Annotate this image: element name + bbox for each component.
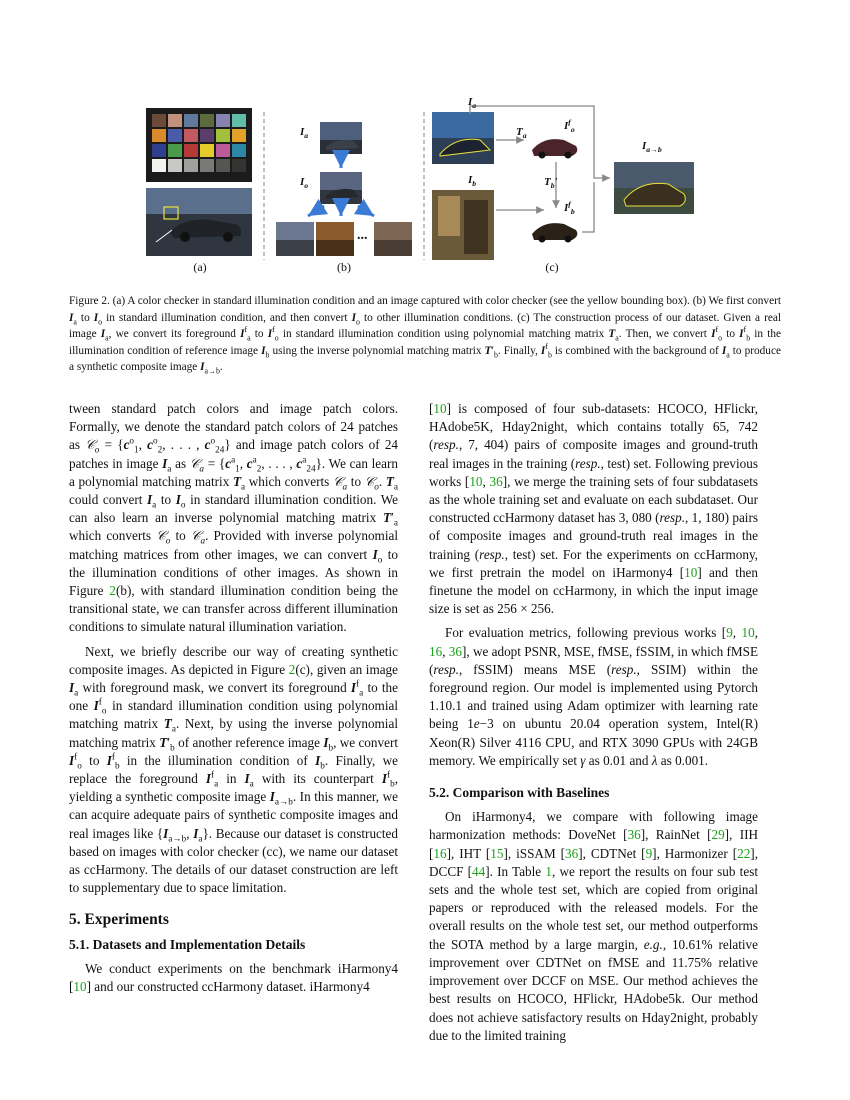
panel-b-label: (b) xyxy=(337,260,351,274)
panel-c-image-a xyxy=(432,112,494,164)
c-label-Ibf: $I^f_b$ xyxy=(564,199,575,217)
right-column xyxy=(429,400,758,1045)
b-label-Io: $I_o$ xyxy=(300,176,309,191)
color-checker-image xyxy=(146,108,252,182)
subsection-heading-datasets: 5.1. Datasets and Implementation Details xyxy=(69,936,306,952)
paragraph: We conduct experiments on the benchmark iHarmony4 [10] and our constructed ccHarmony dataset. iHarmony4 xyxy=(69,960,398,995)
left-column xyxy=(69,400,398,996)
figure-2 xyxy=(140,92,760,274)
panel-b-source-image xyxy=(320,122,362,154)
panel-a-label: (a) xyxy=(193,260,207,274)
c-label-Iab: $I_{a\to b}$ xyxy=(642,140,662,155)
panel-c-composite xyxy=(614,162,694,214)
street-photo-with-checker xyxy=(146,188,252,256)
c-label-Ia: $I_a$ xyxy=(468,96,477,111)
subsection-heading-comparison: 5.2. Comparison with Baselines xyxy=(429,785,610,801)
panel-b-standard-image xyxy=(320,172,362,204)
c-label-Tb: $T_b'$ xyxy=(544,176,558,191)
figure-caption: Figure 2. (a) A color checker in standard illumination condition and an image captured with color checker (see the yellow bounding box). (b) We first convert $I_a$ to $I_o$ in standard illumination condition, and then convert $I_o$ to other illumination conditions. (c) The construction process of our dataset. Given a real image $I_a$, we convert its foreground $I^f_a$ to $I^f_o$ in standard illumination condition using polynomial matching matrix $T_a$. Then, we convert $I^f_o$ to $I^f_b$ in the illumination condition of reference image $I_b$ using the inverse polynomial matching matrix $T'_b$. Finally, $I^f_b$ is combined with the background of $I_a$ to produce a synthetic composite image $I_{a\to b}$. xyxy=(69,295,782,376)
panel-b-output-images xyxy=(276,222,412,256)
paragraph: For evaluation metrics, following previous works [9, 10, 16, 36], we adopt PSNR, MSE, fMSE, fSSIM, in which fMSE (resp., fSSIM) means MSE (resp., SSIM) within the foreground region. Our model is implemented using Pytorch 1.10.1 and trained using Adam optimizer with learning rate being 1e−3 on ubuntu 20.04 operation system, Intel(R) Xeon(R) Silver 4116 CPU, and RTX 3090 GPUs with 24GB memory. We empirically set γ as 0.01 and λ as 0.001. xyxy=(429,625,759,768)
b-label-dots: ... xyxy=(357,228,368,243)
panel-c-image-b xyxy=(432,190,494,260)
panel-c-foreground-converted xyxy=(532,223,577,242)
paragraph: On iHarmony4, we compare with following image harmonization methods: DoveNet [36], RainNet [29], IIH [16], IHT [15], iSSAM [36], CDTNet [9], Harmonizer [22], DCCF [44]. In Table 1, we report the results on four sub test sets and the whole test set, which are copied from original papers or reproduced with the released models. For the overall results on the whole test set, our method outperforms the SOTA method by a large margin, e.g., 10.61% relative improvement over CDTNet on fMSE and 11.75% relative improvement over DCCF on MSE. Our method achieves the best results on HCOCO, HFlickr, HAdobe5k. Our method does not achieve satisfactory results on Hday2night, probably due to the limited training xyxy=(429,809,758,1043)
paragraph: Next, we briefly describe our way of creating synthetic composite images. As depicted in Figure 2(c), given an image $I_a$ with foreground mask, we convert its foreground $I^f_a$ to the one $I^f_o$ in standard illumination condition using polynomial matching matrix $T_a$. Next, by using the inverse polynomial matching matrix $T'_b$ of another reference image $I_b$, we convert $I^f_o$ to $I^f_b$ in the illumination condition of $I_b$. Finally, we replace the foreground $I^f_a$ in $I_a$ with its counterpart $I^f_b$, yielding a synthetic composite image $I_{a\to b}$. In this manner, we can acquire adequate pairs of synthetic composite images and real images like {$I_{a\to b}$, $I_a$}. Because our dataset is constructed based on images with color checker (cc), we name our dataset as ccHarmony. The details of our dataset construction are left to supplementary due to space limitation. xyxy=(69,643,399,896)
b-label-Ia: $I_a$ xyxy=(300,126,309,141)
panel-c-foreground-standard xyxy=(532,139,577,158)
panel-c-label: (c) xyxy=(545,260,559,274)
figure-2-graphic xyxy=(140,92,760,274)
c-label-Ib: $I_b$ xyxy=(468,174,477,189)
paragraph: [10] is composed of four sub-datasets: HCOCO, HFlickr, HAdobe5K, Hday2night, which contains totally 65, 742 (resp., 7, 404) pairs of composite images and ground-truth real images in the training (resp., test) set. Following previous works [10, 36], we merge the training sets of four subdatasets as the whole training set and evaluate on each subdataset. Our constructed ccHarmony dataset has 3, 080 (resp., 1, 180) pairs of composite images and ground-truth real images in the training (resp., test) set. For the experiments on ccHarmony, we first pretrain the model on iHarmony4 [10] and then finetune the model on ccHarmony, in which the input image size is set as 256 × 256. xyxy=(429,401,758,617)
paragraph: tween standard patch colors and image patch colors. Formally, we denote the standard patch colors of 24 patches as 𝒞$_o$ = {$c^o_1$, $c^o_2$, . . . , $c^o_{24}$} and image patch colors of 24 patches in image $I_a$ as 𝒞$_a$ = {$c^a_1$, $c^a_2$, . . . , $c^a_{24}$}. We can learn a polynomial matching matrix $T_a$ which converts 𝒞$_a$ to 𝒞$_o$. $T_a$ could convert $I_a$ to $I_o$ in standard illumination condition. We can also learn an inverse polynomial matching matrix $T'_a$ which converts 𝒞$_o$ to 𝒞$_a$. Provided with inverse polynomial matching matrices from other images, we can convert $I_o$ to the illumination conditions of other images. As shown in Figure 2(b), with standard illumination condition being the transitional state, we can transfer across different illumination conditions to simulate natural illumination variation. xyxy=(69,401,399,635)
c-label-Ta: $T_a$ xyxy=(516,126,527,141)
c-label-Iof: $I^f_o$ xyxy=(564,117,575,135)
section-heading-experiments: 5. Experiments xyxy=(69,911,169,929)
